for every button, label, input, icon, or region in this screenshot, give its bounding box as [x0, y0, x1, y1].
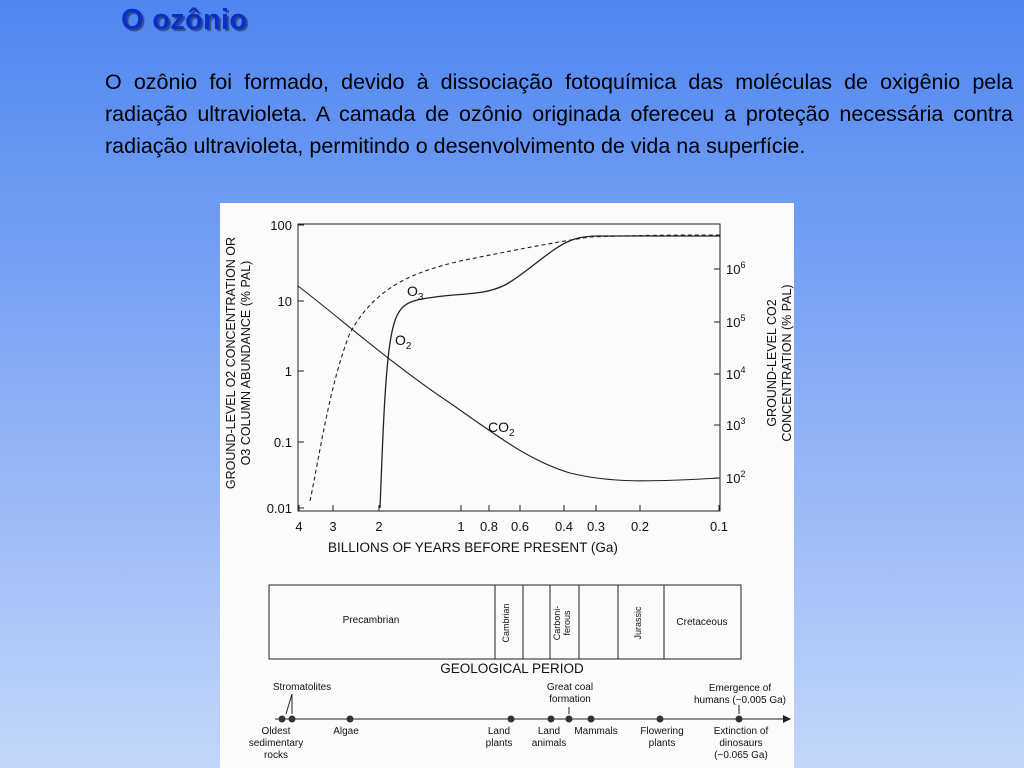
x-tick-label: 4 [295, 519, 303, 534]
plot-frame [298, 224, 720, 511]
o3-curve [310, 235, 720, 501]
right-tick-label: $10^5$ [726, 313, 746, 330]
x-tick-label: 0.1 [709, 519, 729, 534]
period-jurassic: Jurassic [633, 606, 643, 640]
left-tick-label: 100 [270, 218, 292, 233]
co2-curve [298, 286, 720, 481]
x-tick-label: 2 [375, 519, 383, 534]
x-axis-label: BILLIONS OF YEARS BEFORE PRESENT (Ga) [328, 540, 618, 555]
timeline-arrow-icon [783, 715, 791, 723]
x-tick-label: 0.6 [510, 519, 530, 534]
left-axis-label-line2: O3 COLUMN ABUNDANCE (% PAL) [239, 260, 253, 466]
period-cretaceous: Cretaceous [676, 617, 728, 628]
left-tick-label: 0.1 [273, 435, 292, 450]
event-great-coal: Great coal formation [546, 682, 594, 705]
event-dinosaur-extinction: Extinction of dinosaurs (~0.065 Ga) [713, 726, 769, 761]
geological-period-caption: GEOLOGICAL PERIOD [440, 661, 584, 676]
body-paragraph: O ozônio foi formado, devido à dissociação fotoquímica das moléculas de oxigênio pela radiação ultravioleta. A camada de ozônio originada ofereceu a proteção necessária contra radiação ultravioleta, permitindo o desenvolvimento de vida na superfície. [105, 70, 1013, 158]
left-tick-label: 1 [284, 364, 292, 379]
right-axis-label-line2: CONCENTRATION (% PAL) [780, 284, 794, 442]
ozone-history-figure [220, 203, 794, 768]
right-tick-label: $10^6$ [726, 260, 746, 277]
x-tick-label: 1 [457, 519, 465, 534]
left-axis-label-line1: GROUND-LEVEL O2 CONCENTRATION OR [224, 236, 238, 490]
slide-title: O ozônio [121, 4, 248, 36]
event-oldest-rocks: Oldest sedimentary rocks [248, 726, 304, 761]
x-tick-label: 3 [329, 519, 337, 534]
period-carboniferous: Carboni-ferous [552, 605, 572, 641]
x-tick-label: 0.3 [586, 519, 606, 534]
o2-label: $O_2$ [395, 332, 412, 352]
event-algae: Algae [333, 726, 359, 737]
event-land-animals: Land animals [531, 726, 567, 749]
event-flowering-plants: Flowering plants [640, 726, 684, 749]
right-tick-label: $10^3$ [726, 416, 746, 433]
left-tick-label: 10 [277, 294, 292, 309]
period-cambrian: Cambrian [501, 603, 511, 643]
event-stromatolites: Stromatolites [272, 682, 332, 693]
o2-curve [380, 236, 720, 508]
event-land-plants: Land plants [485, 726, 513, 749]
event-mammals: Mammals [574, 726, 618, 737]
right-tick-label: $10^2$ [726, 469, 746, 486]
left-tick-label: 0.01 [266, 501, 292, 516]
right-axis-ticks [714, 269, 720, 478]
period-precambrian: Precambrian [342, 615, 400, 626]
x-tick-label: 0.4 [554, 519, 574, 534]
right-tick-label: $10^4$ [726, 365, 746, 382]
x-tick-label: 0.2 [630, 519, 650, 534]
right-axis-label-line1: GROUND-LEVEL CO2 [765, 299, 779, 427]
x-axis-ticks [299, 505, 719, 511]
left-axis-ticks [298, 225, 304, 508]
x-tick-label: 0.8 [479, 519, 499, 534]
co2-label: $CO_2$ [488, 419, 515, 439]
o3-label: $O_3$ [407, 283, 424, 303]
event-humans: Emergence of humans (~0.005 Ga) [694, 683, 786, 706]
